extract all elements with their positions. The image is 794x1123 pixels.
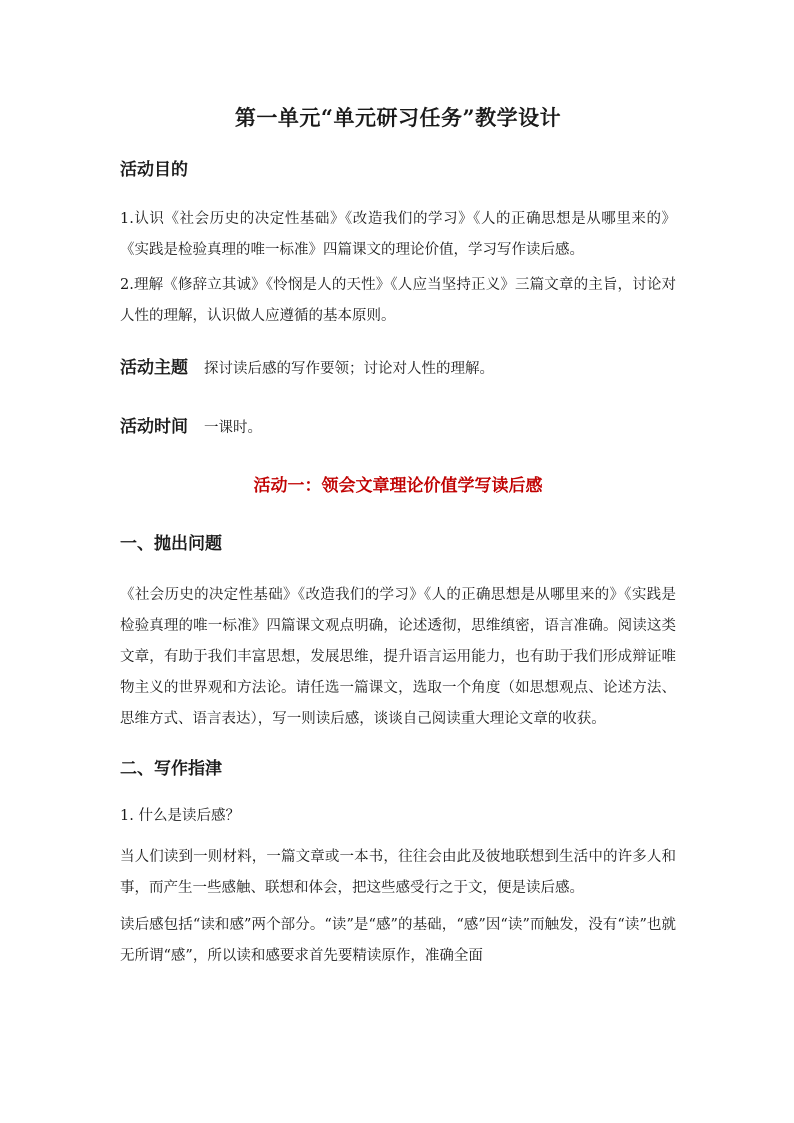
document-title: 第一单元“单元研习任务”教学设计 [234,105,562,130]
theme-label: 活动主题 [120,358,188,378]
section-two-heading: 二、写作指津 [120,759,222,779]
document-content [120,100,676,972]
time-line [120,413,676,442]
objective-heading: 活动目的 [120,160,188,180]
objective-item-1: 1.认识《社会历史的决定性基础》《改造我们的学习》《人的正确思想是从哪里来的》《实践是检验真理的唯一标准》四篇课文的理论价值，学习写作读后感。 [120,211,676,258]
section-two-paragraph-1: 当人们读到一则材料，一篇文章或一本书，往往会由此及彼地联想到生活中的许多人和事，而产生一些感触、联想和体会，把这些感受行之于文，便是读后感。 [120,849,676,896]
theme-line [120,354,676,383]
section-one-text: 《社会历史的决定性基础》《改造我们的学习》《人的正确思想是从哪里来的》《实践是检验真理的唯一标准》四篇课文观点明确，论述透彻，思维缜密，语言准确。阅读这类文章，有助于我们丰富思想，发展思维，提升语言运用能力，也有助于我们形成辩证唯物主义的世界观和方法论。请任选一篇课文，选取一个角度（如思想观点、论述方法、思维方式、语言表达），写一则读后感，谈谈自己阅读重大理论文章的收获。 [120,587,676,727]
section-one-heading: 一、抛出问题 [120,534,222,554]
activity-one-title: 活动一：领会文章理论价值学写读后感 [253,476,543,496]
time-label: 活动时间 [120,417,188,437]
section-two-paragraph-2: 读后感包括“读和感”两个部分。“读”是“感”的基础，“感”因“读”而触发，没有“读”也就无所谓“感”，所以读和感要求首先要精读原作，准确全面 [120,917,676,964]
objective-item-2: 2.理解《修辞立其诚》《怜悯是人的天性》《人应当坚持正义》三篇文章的主旨，讨论对人性的理解，认识做人应遵循的基本原则。 [120,277,676,324]
question-one: 1. 什么是读后感？ [120,808,240,824]
theme-text: 探讨读后感的写作要领；讨论对人性的理解。 [204,361,494,377]
time-text: 一课时。 [204,420,262,436]
